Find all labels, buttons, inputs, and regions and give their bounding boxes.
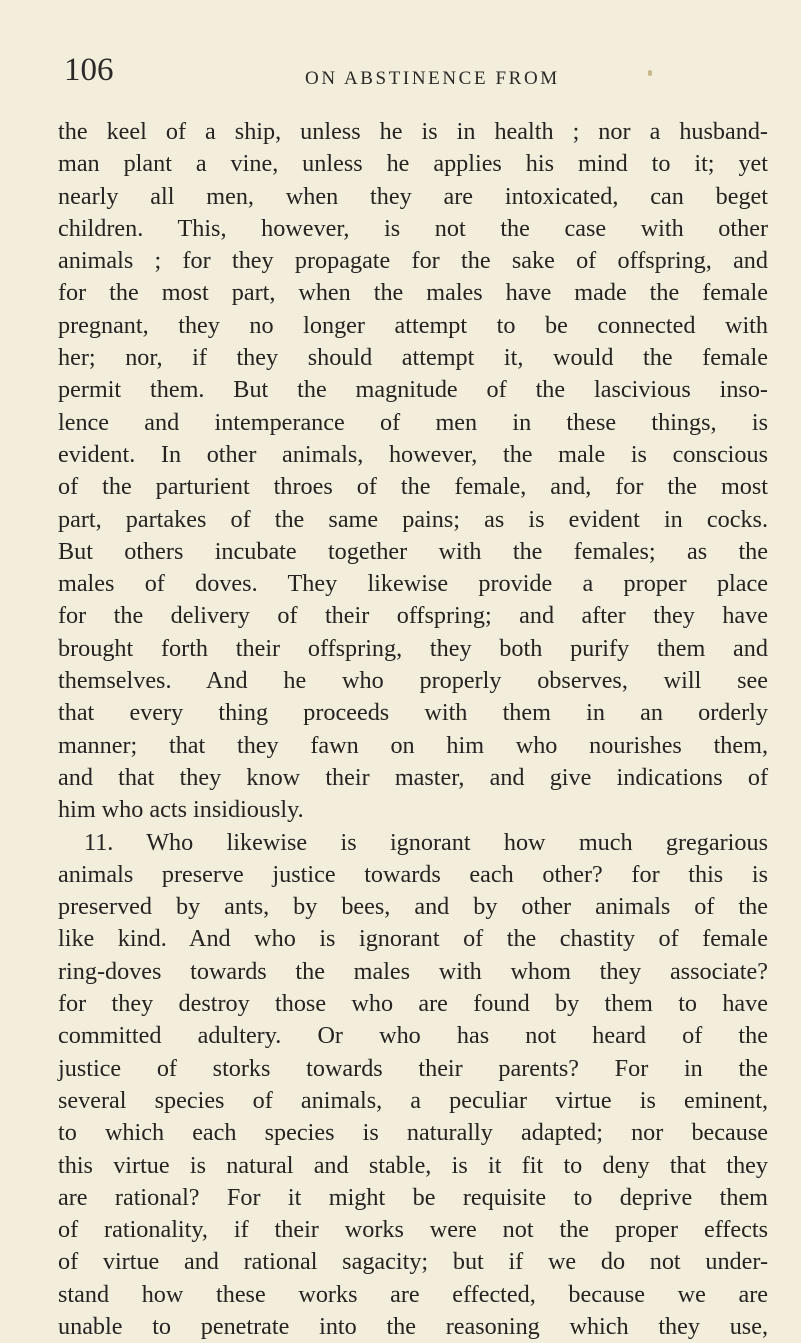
text-line: her; nor, if they should attempt it, would the female [58, 344, 768, 372]
text-line: the keel of a ship, unless he is in health ; nor a husband- [58, 118, 768, 145]
section-start-line: 11. Who likewise is ignorant how much gregarious [84, 828, 768, 856]
text-line: unable to penetrate into the reasoning which they use, [58, 1312, 768, 1340]
text-line: of virtue and rational sagacity; but if we do not under- [58, 1248, 768, 1276]
text-line: stand how these works are effected, because we are [58, 1280, 768, 1308]
text-line: pregnant, they no longer attempt to be connected with [58, 311, 768, 339]
text-line: animals preserve justice towards each other? for this is [58, 860, 768, 888]
text-line: manner; that they fawn on him who nourishes them, [58, 731, 768, 759]
text-line: and that they know their master, and give indications of [58, 763, 768, 791]
page-number: 106 [64, 52, 114, 88]
text-line: for the delivery of their offspring; and after they have [58, 602, 768, 630]
text-line: committed adultery. Or who has not heard of the [58, 1022, 768, 1050]
text-line: permit them. But the magnitude of the lascivious inso- [58, 376, 768, 404]
text-line: part, partakes of the same pains; as is evident in cocks. [58, 505, 768, 533]
text-line: to which each species is naturally adapted; nor because [58, 1119, 768, 1147]
text-line: themselves. And he who properly observes, will see [58, 667, 768, 695]
text-line: of rationality, if their works were not the proper effects [58, 1216, 768, 1244]
text-line: nearly all men, when they are intoxicated, can beget [58, 182, 768, 210]
text-line: him who acts insidiously. [58, 796, 304, 824]
text-line: But others incubate together with the females; as the [58, 537, 768, 565]
text-line: animals ; for they propagate for the sake of offspring, and [58, 247, 768, 275]
text-line: for the most part, when the males have made the female [58, 279, 768, 307]
running-head: ON ABSTINENCE FROM [305, 68, 560, 89]
text-line: several species of animals, a peculiar virtue is eminent, [58, 1086, 768, 1114]
text-line: children. This, however, is not the case with other [58, 214, 768, 242]
body-text [58, 116, 768, 1343]
text-line: justice of storks towards their parents? For in the [58, 1054, 768, 1082]
paper-speck [648, 70, 652, 76]
text-line: preserved by ants, by bees, and by other animals of the [58, 893, 768, 921]
text-line: like kind. And who is ignorant of the chastity of female [58, 925, 768, 953]
text-line: of the parturient throes of the female, and, for the most [58, 473, 768, 501]
text-line: are rational? For it might be requisite to deprive them [58, 1183, 768, 1211]
text-line: man plant a vine, unless he applies his mind to it; yet [58, 150, 768, 178]
text-line: evident. In other animals, however, the male is conscious [58, 440, 768, 468]
text-line: for they destroy those who are found by them to have [58, 990, 768, 1018]
text-line: males of doves. They likewise provide a proper place [58, 570, 768, 598]
text-line: brought forth their offspring, they both purify them and [58, 634, 768, 662]
text-line: lence and intemperance of men in these things, is [58, 408, 768, 436]
text-line: this virtue is natural and stable, is it fit to deny that they [58, 1151, 768, 1179]
text-line: ring-doves towards the males with whom they associate? [58, 957, 768, 985]
text-line: that every thing proceeds with them in an orderly [58, 699, 768, 727]
